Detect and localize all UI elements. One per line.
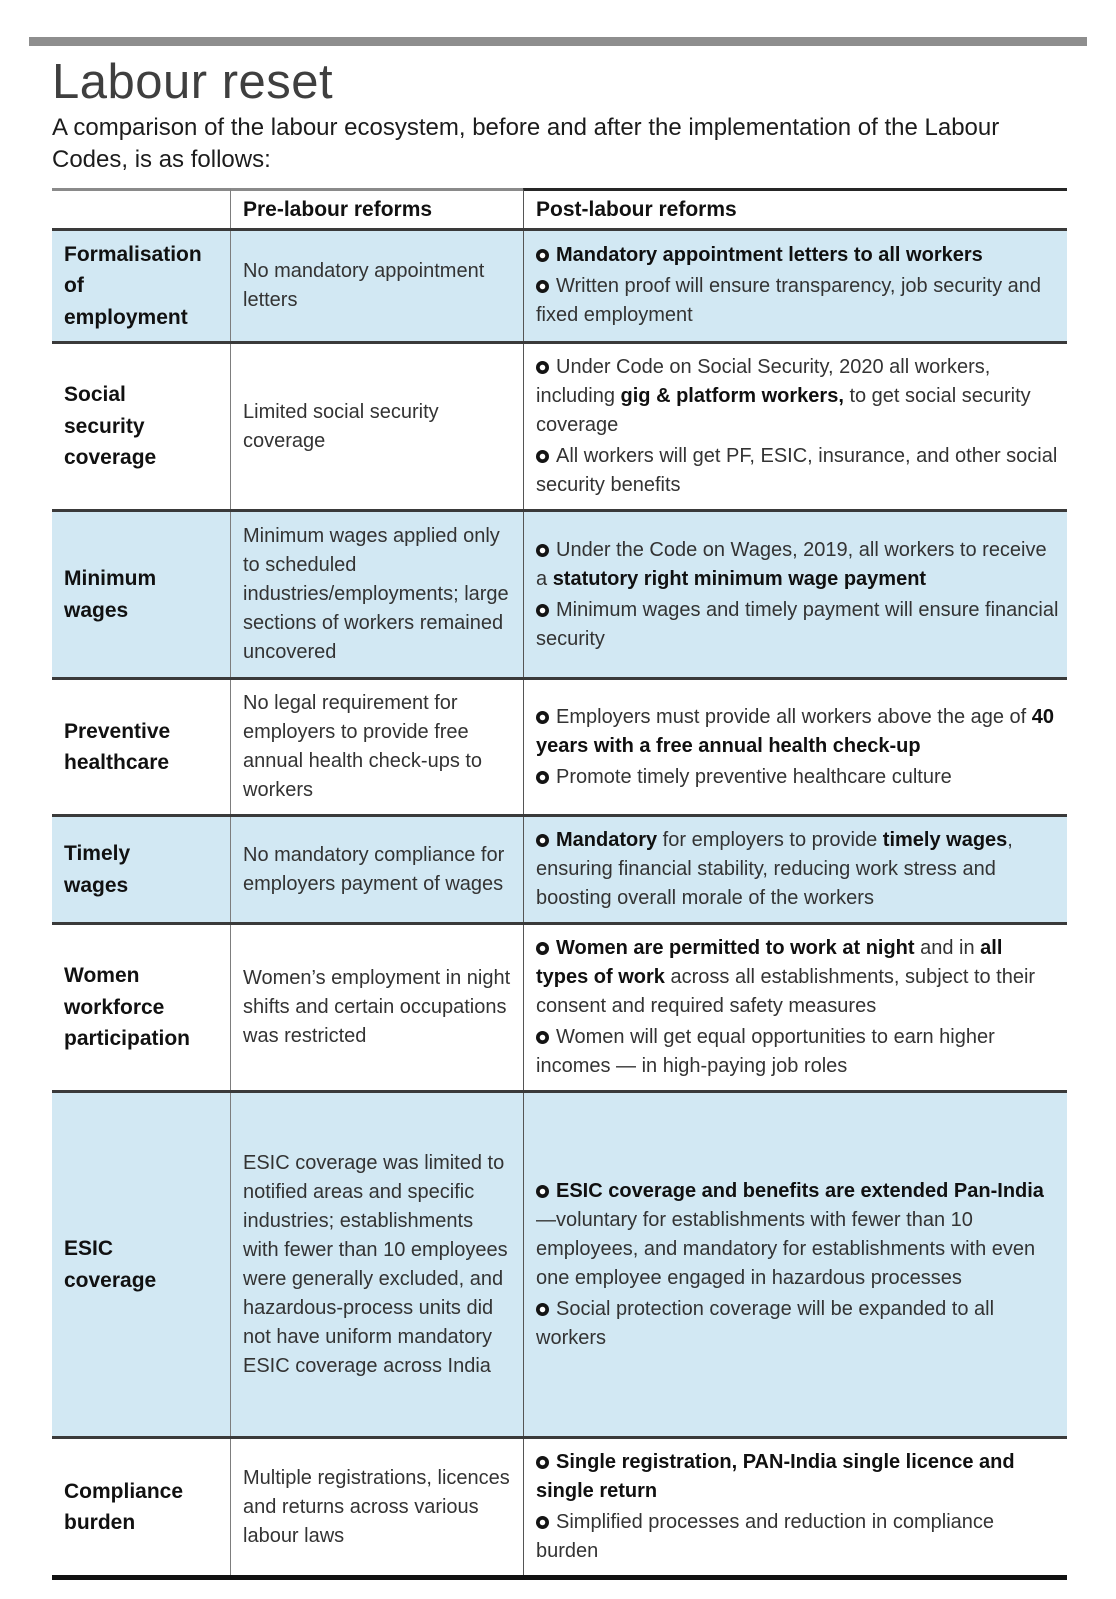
bullseye-bullet-icon: [536, 1303, 549, 1316]
post-reform-cell: [523, 817, 1067, 922]
table-row: [52, 509, 1067, 677]
bullseye-bullet-icon: [536, 834, 549, 847]
pre-reform-cell: No mandatory compliance for employers payment of wages: [230, 817, 523, 922]
row-category: Minimum wages: [64, 567, 157, 622]
table-row: [52, 814, 1067, 922]
bullseye-bullet-icon: [536, 280, 549, 293]
post-reform-cell: [523, 512, 1067, 677]
bullet-item: Simplified processes and reduction in compliance burden: [536, 1511, 995, 1563]
row-category: Preventive healthcare: [64, 719, 171, 775]
bullseye-bullet-icon: [536, 1516, 549, 1529]
bullseye-bullet-icon: [536, 1456, 549, 1469]
bullet-item: Women are permitted to work at night and in all types of work across all establishments, subject to their consent and required safety measures: [536, 937, 1036, 1018]
bullseye-bullet-icon: [536, 711, 549, 724]
table-body: [52, 228, 1067, 1576]
bullseye-bullet-icon: [536, 942, 549, 955]
bullet-item: Employers must provide all workers above the age of 40 years with a free annual health check-up: [536, 705, 1055, 757]
bullet-item: Mandatory appointment letters to all workers: [536, 241, 1059, 270]
row-category: Timely wages: [64, 842, 131, 897]
bullet-item: Social protection coverage will be expanded to all workers: [536, 1297, 995, 1349]
pre-reform-cell: Minimum wages applied only to scheduled industries/employments; large sections of workers remained uncovered: [230, 512, 523, 677]
bullet-item: Single registration, PAN-India single licence and single return: [536, 1451, 1015, 1503]
table-row: [52, 677, 1067, 814]
table-row: [52, 1436, 1067, 1575]
comparison-table: [52, 188, 1067, 1581]
post-reform-cell: [523, 1439, 1067, 1575]
bullet-item: ESIC coverage and benefits are extended Pan-India —voluntary for establishments with fewer than 10 employees, and mandatory for establishments with even one employee engaged in hazardous processes: [536, 1179, 1044, 1289]
pre-reform-cell: ESIC coverage was limited to notified areas and specific industries; establishments with fewer than 10 employees were generally excluded, and hazardous-process units did not have uniform mandatory ESIC coverage across India: [230, 1093, 523, 1436]
bullet-item: Minimum wages and timely payment will ensure financial security: [536, 598, 1059, 650]
pre-reform-cell: No mandatory appointment letters: [230, 231, 523, 342]
bullseye-bullet-icon: [536, 1185, 549, 1198]
row-category: ESIC coverage: [64, 1237, 157, 1292]
post-reform-cell: [523, 1093, 1067, 1436]
bullet-item: Mandatory for employers to provide timely wages, ensuring financial stability, reducing work stress and boosting overall morale of the workers: [536, 829, 1013, 910]
post-reform-cell: [523, 231, 1067, 342]
table-row: [52, 922, 1067, 1090]
pre-reform-cell: Limited social security coverage: [230, 344, 523, 509]
table-row: [52, 1090, 1067, 1436]
column-header-pre-reforms: Pre-labour reforms: [230, 188, 523, 228]
bullet-item: Women will get equal opportunities to earn higher incomes — in high-paying job roles: [536, 1026, 995, 1078]
row-category: Formalisation of employment: [64, 242, 202, 329]
post-reform-cell: [523, 680, 1067, 814]
pre-reform-cell: Women’s employment in night shifts and certain occupations was restricted: [230, 925, 523, 1090]
post-reform-cell: [523, 344, 1067, 509]
table-row: [52, 228, 1067, 342]
bullseye-bullet-icon: [536, 544, 549, 557]
table-header-row: [52, 188, 1067, 228]
table-row: [52, 341, 1067, 509]
bullet-item: Under the Code on Wages, 2019, all workers to receive a statutory right minimum wage payment: [536, 538, 1047, 590]
pre-reform-cell: No legal requirement for employers to provide free annual health check-ups to workers: [230, 680, 523, 814]
bullet-item: Under Code on Social Security, 2020 all workers, including gig & platform workers, to get social security coverage: [536, 356, 1031, 437]
bullet-item: All workers will get PF, ESIC, insurance, and other social security benefits: [536, 445, 1058, 497]
page-subtitle: A comparison of the labour ecosystem, before and after the implementation of the Labour Codes, is as follows:: [52, 114, 1000, 174]
post-reform-cell: [523, 925, 1067, 1090]
column-header-category: [52, 188, 230, 228]
bullseye-bullet-icon: [536, 249, 549, 262]
bullseye-bullet-icon: [536, 604, 549, 617]
bullet-item: Written proof will ensure transparency, job security and fixed employment: [536, 275, 1042, 327]
row-category: Social security coverage: [64, 383, 157, 470]
bullet-item: Promote timely preventive healthcare culture: [536, 763, 1059, 792]
bullseye-bullet-icon: [536, 361, 549, 374]
top-rule: [29, 37, 1087, 46]
column-header-post-reforms: Post-labour reforms: [523, 188, 1067, 228]
bullseye-bullet-icon: [536, 450, 549, 463]
bullseye-bullet-icon: [536, 771, 549, 784]
pre-reform-cell: Multiple registrations, licences and returns across various labour laws: [230, 1439, 523, 1575]
bullseye-bullet-icon: [536, 1031, 549, 1044]
row-category: Compliance burden: [64, 1479, 184, 1535]
page-title: Labour reset: [52, 55, 334, 109]
row-category: Women workforce participation: [64, 964, 191, 1051]
